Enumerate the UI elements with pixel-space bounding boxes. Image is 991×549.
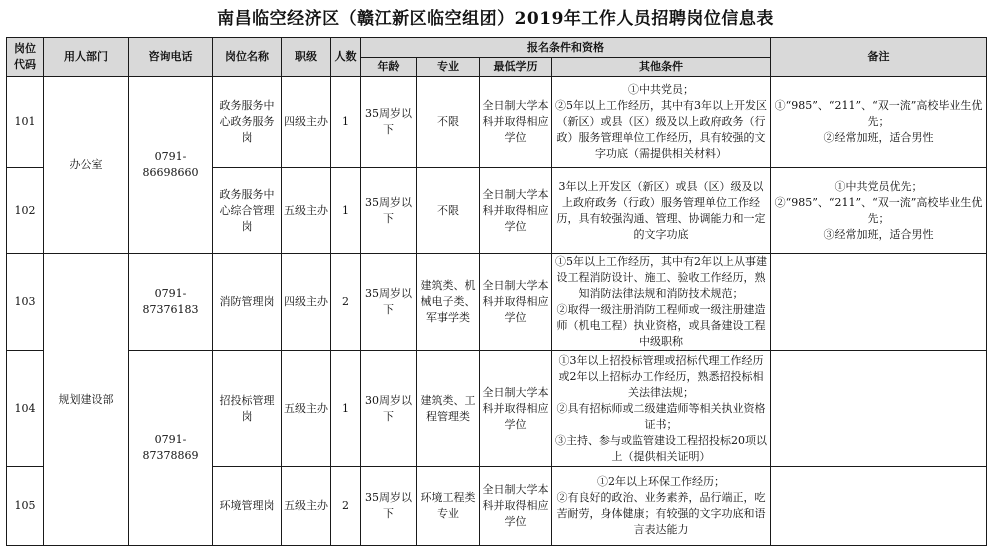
cell-remarks [771, 254, 987, 351]
cell-code: 103 [7, 254, 44, 351]
header-remarks: 备注 [771, 38, 987, 77]
cell-level: 五级主办 [282, 168, 331, 254]
cell-age: 35周岁以下 [361, 467, 417, 546]
remarks-line: ②“985”、“211”、“双一流”高校毕业生优先； [774, 195, 983, 225]
cell-phone: 0791-87376183 [129, 254, 213, 351]
cell-level: 五级主办 [282, 467, 331, 546]
cell-level: 四级主办 [282, 77, 331, 168]
header-major: 专业 [417, 58, 480, 77]
other-line: 3年以上开发区（新区）或县（区）级及以上政府政务（行政）服务管理单位工作经历，具有较强沟通、管理、协调能力和一定的文字功底 [556, 179, 766, 241]
cell-position: 政务服务中心综合管理岗 [213, 168, 282, 254]
cell-education: 全日制大学本科并取得相应学位 [480, 168, 552, 254]
cell-major: 环境工程类专业 [417, 467, 480, 546]
remarks-line: ③经常加班，适合男性 [823, 227, 934, 241]
cell-education: 全日制大学本科并取得相应学位 [480, 351, 552, 467]
cell-major: 建筑类、工程管理类 [417, 351, 480, 467]
other-line: ②取得一级注册消防工程师或一级注册建造师（机电工程）执业资格，或具备建设工程中级职称 [556, 303, 766, 348]
cell-major: 不限 [417, 77, 480, 168]
cell-education: 全日制大学本科并取得相应学位 [480, 467, 552, 546]
other-line: ②具有招标师或二级建造师等相关执业资格证书； [556, 401, 766, 431]
table-row [7, 254, 987, 351]
other-line: ②有良好的政治、业务素养，品行端正，吃苦耐劳，身体健康；有较强的文字功底和语言表达能力 [556, 491, 766, 536]
header-dept: 用人部门 [44, 38, 129, 77]
cell-dept: 规划建设部 [44, 254, 129, 546]
cell-age: 30周岁以下 [361, 351, 417, 467]
cell-major: 建筑类、机械电子类、军事学类 [417, 254, 480, 351]
cell-age: 35周岁以下 [361, 254, 417, 351]
cell-education: 全日制大学本科并取得相应学位 [480, 77, 552, 168]
cell-count: 1 [331, 351, 361, 467]
header-level: 职级 [282, 38, 331, 77]
remarks-line: ②经常加班，适合男性 [823, 131, 934, 144]
cell-position: 消防管理岗 [213, 254, 282, 351]
other-line: ①5年以上工作经历，其中有2年以上从事建设工程消防设计、施工、验收工作经历，熟知消防法律法规和消防技术规范； [555, 255, 767, 300]
cell-education: 全日制大学本科并取得相应学位 [480, 254, 552, 351]
cell-code: 104 [7, 351, 44, 467]
cell-remarks [771, 467, 987, 546]
cell-position: 环境管理岗 [213, 467, 282, 546]
cell-count: 2 [331, 467, 361, 546]
page-title: 南昌临空经济区（赣江新区临空组团）2019年工作人员招聘岗位信息表 [217, 9, 774, 29]
table-row [7, 351, 987, 467]
header-education: 最低学历 [480, 58, 552, 77]
remarks-line: ①“985”、“211”、“双一流”高校毕业生优先； [774, 99, 983, 128]
cell-position: 招投标管理岗 [213, 351, 282, 467]
cell-phone: 0791-86698660 [129, 77, 213, 254]
cell-other [552, 77, 771, 168]
header-position: 岗位名称 [213, 38, 282, 77]
cell-position: 政务服务中心政务服务岗 [213, 77, 282, 168]
cell-age: 35周岁以下 [361, 168, 417, 254]
cell-level: 五级主办 [282, 351, 331, 467]
cell-remarks [771, 77, 987, 168]
other-line: ②5年以上工作经历，其中有3年以上开发区（新区）或县（区）级及以上政府政务（行政）服务管理单位工作经历，具有较强的文字功底（需提供相关材料） [555, 99, 767, 160]
cell-remarks [771, 351, 987, 467]
other-line: ③主持、参与或监管建设工程招投标20项以上（提供相关证明） [555, 433, 767, 463]
header-other: 其他条件 [552, 58, 771, 77]
cell-count: 1 [331, 168, 361, 254]
table-row [7, 77, 987, 168]
cell-other [552, 168, 771, 254]
cell-age: 35周岁以下 [361, 77, 417, 168]
other-line: ①3年以上招投标管理或招标代理工作经历或2年以上招标办工作经历，熟悉招投标相关法律法规； [558, 353, 764, 399]
cell-code: 105 [7, 467, 44, 546]
cell-level: 四级主办 [282, 254, 331, 351]
cell-count: 1 [331, 77, 361, 168]
recruitment-table [6, 37, 987, 546]
cell-code: 102 [7, 168, 44, 254]
remarks-line: ①中共党员优先； [834, 179, 923, 193]
cell-remarks [771, 168, 987, 254]
header-code: 岗位代码 [7, 38, 44, 77]
header-phone: 咨询电话 [129, 38, 213, 77]
cell-other [552, 351, 771, 467]
cell-other [552, 254, 771, 351]
header-requirements: 报名条件和资格 [361, 38, 771, 58]
cell-major: 不限 [417, 168, 480, 254]
cell-phone: 0791-87378869 [129, 351, 213, 546]
cell-dept: 办公室 [44, 77, 129, 254]
cell-code: 101 [7, 77, 44, 168]
header-age: 年龄 [361, 58, 417, 77]
cell-count: 2 [331, 254, 361, 351]
other-line: ①中共党员； [628, 83, 694, 96]
other-line: ①2年以上环保工作经历； [597, 475, 725, 488]
cell-other [552, 467, 771, 546]
header-count: 人数 [331, 38, 361, 77]
